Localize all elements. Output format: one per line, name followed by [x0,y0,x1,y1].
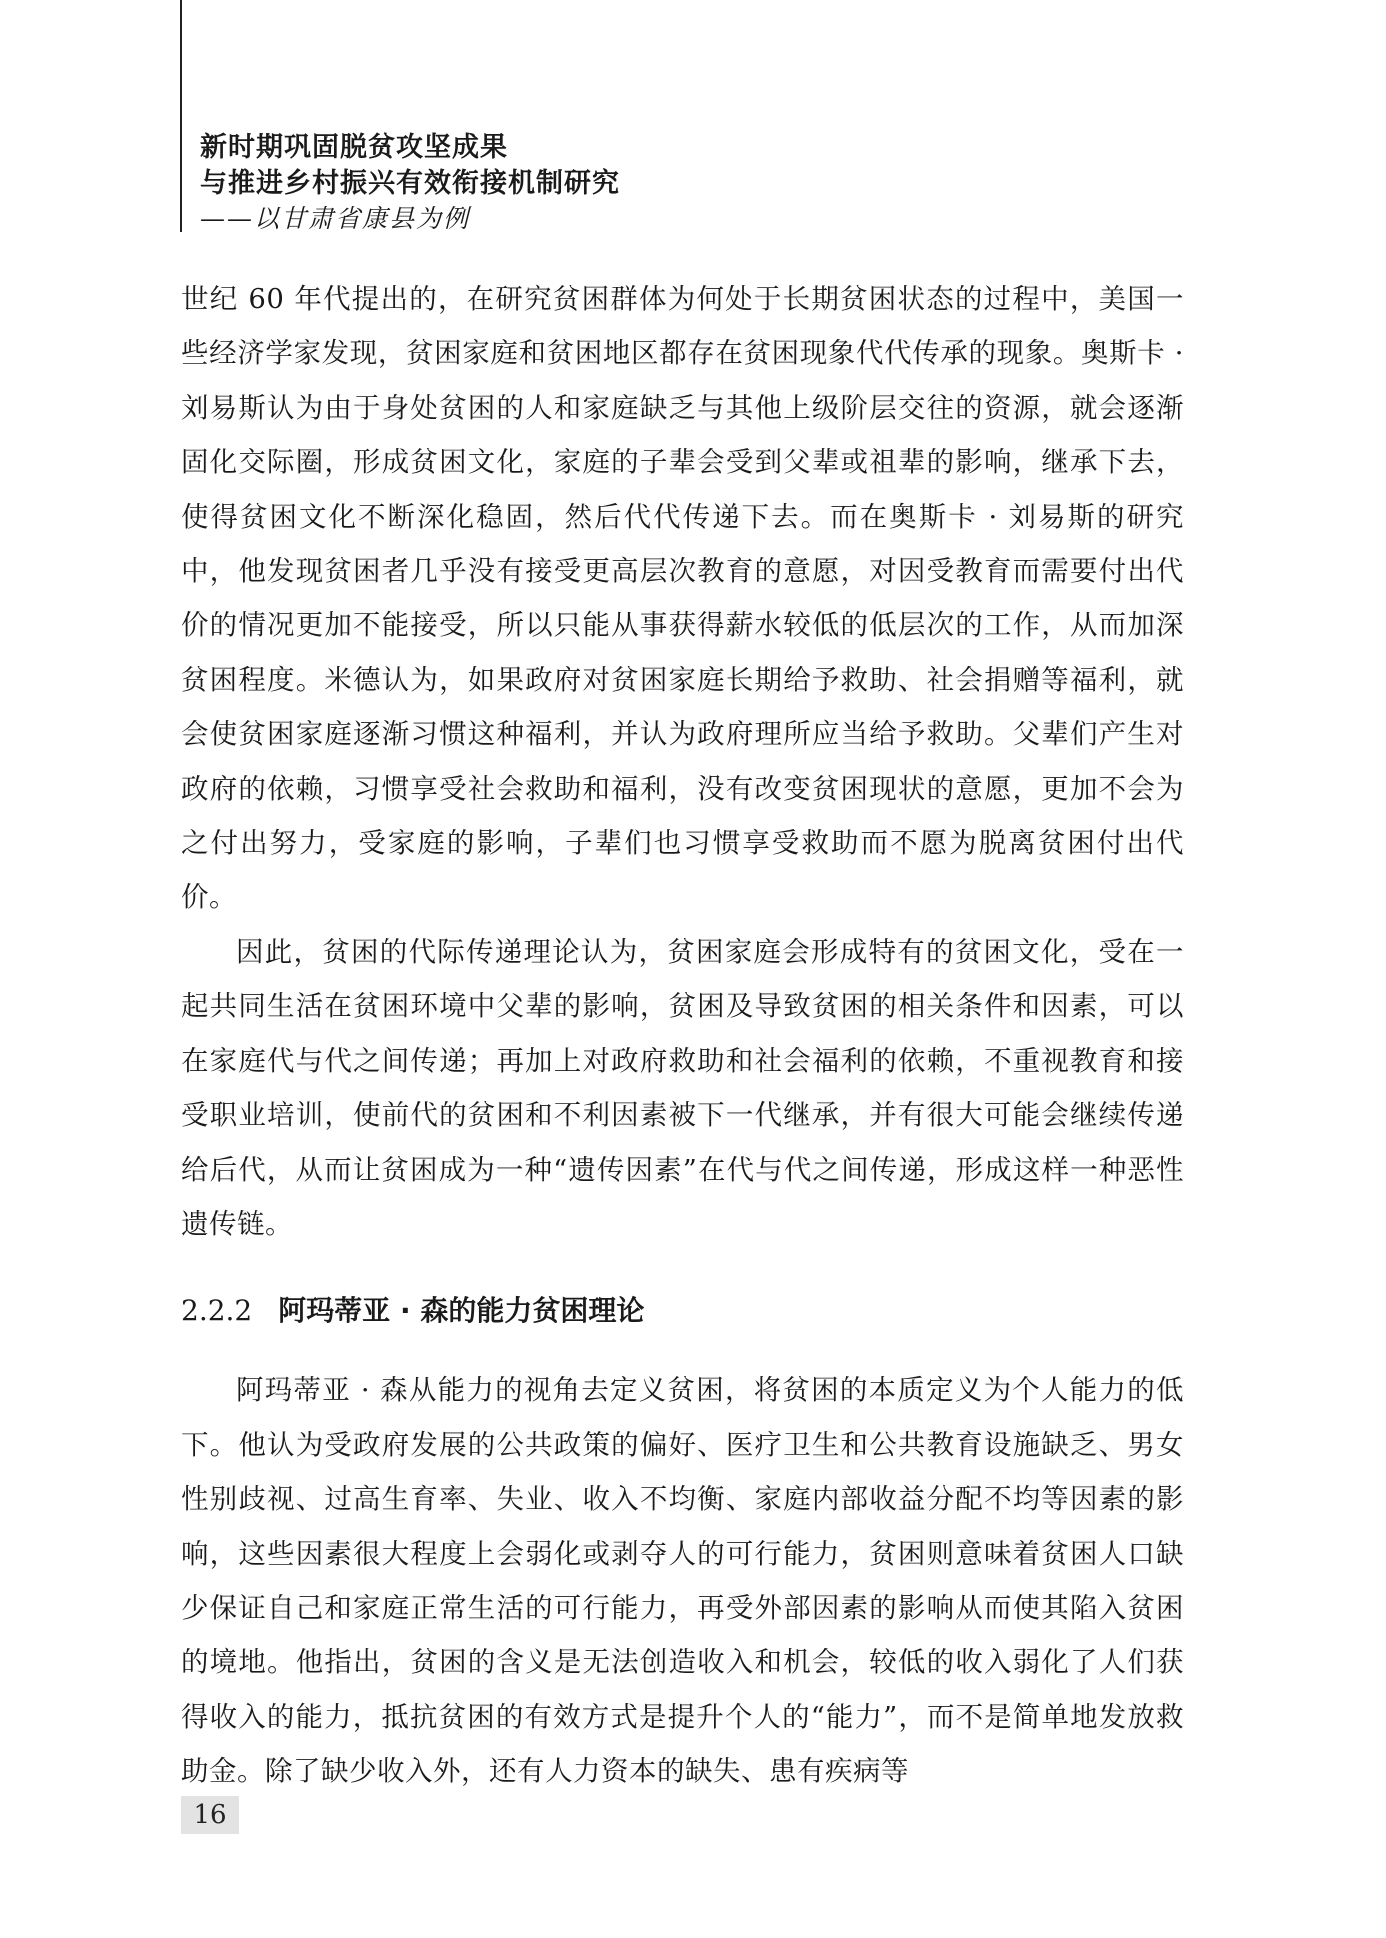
running-header [200,130,1100,236]
header-title-line-2: 与推进乡村振兴有效衔接机制研究 [200,168,620,199]
header-rule [180,0,182,232]
section-title: 阿玛蒂亚 · 森的能力贫困理论 [278,1294,645,1328]
body-paragraph-continued: 世纪 60 年代提出的，在研究贫困群体为何处于长期贫困状态的过程中，美国一些经济学家发现，贫困家庭和贫困地区都存在贫困现象代代传承的现象。奥斯卡 · 刘易斯认为由于身处贫困的人和家庭缺乏与其他上级阶层交往的资源，就会逐渐固化交际圈，形成贫困文化，家庭的子辈会受到父辈或祖辈的影响，继承下去，使得贫困文化不断深化稳固，然后代代传递下去。而在奥斯卡 · 刘易斯的研究中，他发现贫困者几乎没有接受更高层次教育的意愿，对因受教育而需要付出代价的情况更加不能接受，所以只能从事获得薪水较低的低层次的工作，从而加深贫困程度。米德认为，如果政府对贫困家庭长期给予救助、社会捐赠等福利，就会使贫困家庭逐渐习惯这种福利，并认为政府理所应当给予救助。父辈们产生对政府的依赖，习惯享受社会救助和福利，没有改变贫困现状的意愿，更加不会为之付出努力，受家庭的影响，子辈们也习惯享受救助而不愿为脱离贫困付出代价。 [181,283,1184,914]
body-paragraph: 阿玛蒂亚 · 森从能力的视角去定义贫困，将贫困的本质定义为个人能力的低下。他认为受政府发展的公共政策的偏好、医疗卫生和公共教育设施缺乏、男女性别歧视、过高生育率、失业、收入不均衡、家庭内部收益分配不均等因素的影响，这些因素很大程度上会弱化或剥夺人的可行能力，贫困则意味着贫困人口缺少保证自己和家庭正常生活的可行能力，再受外部因素的影响从而使其陷入贫困的境地。他指出，贫困的含义是无法创造收入和机会，较低的收入弱化了人们获得收入的能力，抵抗贫困的有效方式是提升个人的“能力”，而不是简单地发放救助金。除了缺少收入外，还有人力资本的缺失、患有疾病等 [181,1374,1184,1788]
page-number: 16 [181,1796,239,1834]
section-heading [181,1291,1184,1331]
section-number: 2.2.2 [181,1294,253,1328]
header-title-line-1: 新时期巩固脱贫攻坚成果 [200,132,508,163]
header-subtitle: ——以甘肃省康县为例 [200,204,471,233]
body-paragraph: 因此，贫困的代际传递理论认为，贫困家庭会形成特有的贫困文化，受在一起共同生活在贫困环境中父辈的影响，贫困及导致贫困的相关条件和因素，可以在家庭代与代之间传递；再加上对政府救助和社会福利的依赖，不重视教育和接受职业培训，使前代的贫困和不利因素被下一代继承，并有很大可能会继续传递给后代，从而让贫困成为一种“遗传因素”在代与代之间传递，形成这样一种恶性遗传链。 [181,935,1184,1240]
page-body [181,272,1184,1799]
